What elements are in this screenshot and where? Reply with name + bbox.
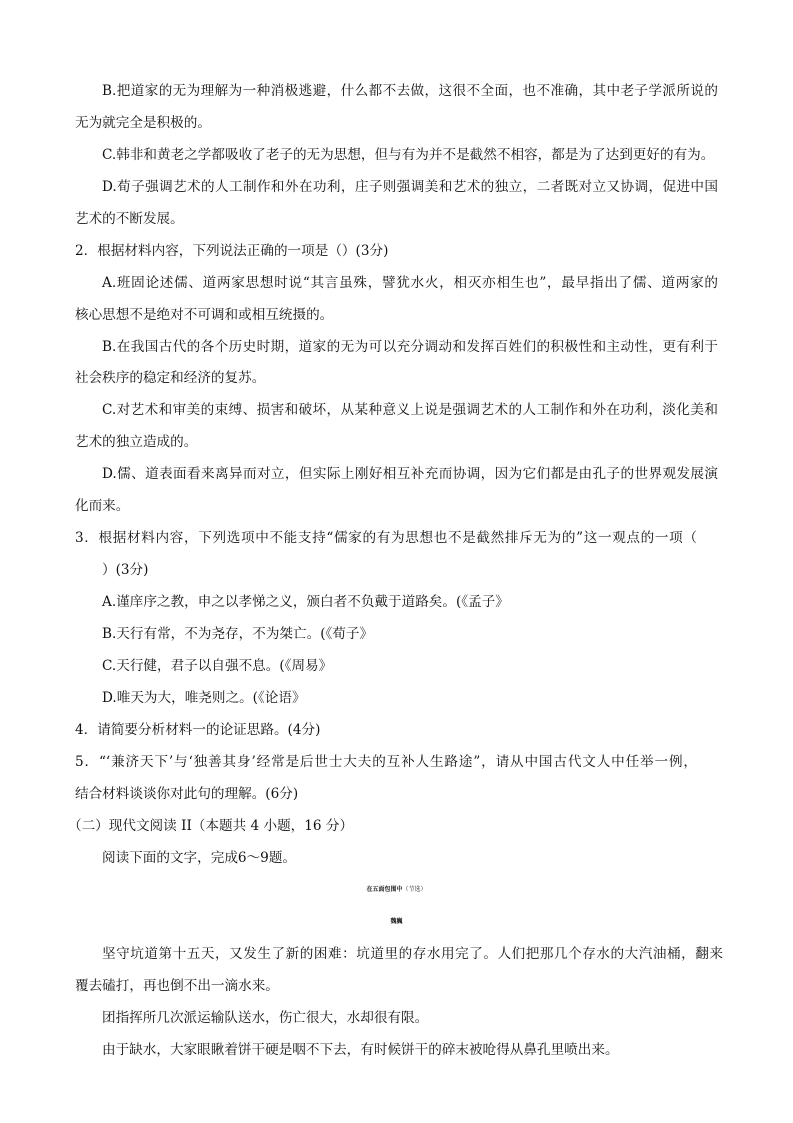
question-5-line2: 结合材料谈谈你对此句的理解。(6分): [75, 786, 299, 802]
option-d-q2-line2: 化而来。: [75, 498, 130, 514]
option-d-q1-line2: 艺术的不断发展。: [75, 211, 184, 227]
reading-instruction: 阅读下面的文字，完成6～9题。: [102, 850, 297, 866]
option-b-q2-line2: 社会秩序的稳定和经济的复苏。: [75, 370, 266, 386]
option-b-q1-line2: 无为就完全是积极的。: [75, 115, 211, 131]
passage-paragraph-1-line1: 坚守坑道第十五天，又发生了新的困难：坑道里的存水用完了。人们把那几个存水的大汽油桶，翻来: [102, 946, 723, 962]
section-heading: （二）现代文阅读 II（本题共 4 小题，16 分）: [68, 818, 354, 834]
option-a-q2-line2: 核心思想不是绝对不可调和或相互统摄的。: [75, 307, 334, 323]
question-2-stem: 2．根据材料内容，下列说法正确的一项是（）(3分): [75, 243, 389, 259]
option-b-q3: B.天行有常，不为尧存，不为桀亡。(《荀子》: [102, 626, 374, 642]
passage-title-main: 在五面包围中: [366, 886, 403, 893]
option-d-q2-line1: D.儒、道表面看来离异而对立，但实际上刚好相互补充而协调，因为它们都是由孔子的世界观发展演: [102, 466, 718, 482]
option-a-q2-line1: A.班固论述儒、道两家思想时说“其言虽殊，譬犹水火，相灭亦相生也”，最早指出了儒、道两家的: [102, 275, 718, 291]
passage-title-sub: （节选）: [402, 886, 427, 893]
question-3-stem-line2: ）(3分): [102, 562, 149, 578]
passage-paragraph-3: 由于缺水，大家眼瞅着饼干硬是咽不下去，有时候饼干的碎末被呛得从鼻孔里喷出来。: [102, 1042, 619, 1058]
option-a-q3: A.谨庠序之教，申之以孝悌之义，颁白者不负戴于道路矣。(《孟子》: [102, 594, 509, 610]
question-3-stem-line1: 3．根据材料内容，下列选项中不能支持“儒家的有为思想也不是截然排斥无为的”这一观点的一项（: [75, 530, 697, 546]
option-b-q2-line1: B.在我国古代的各个历史时期，道家的无为可以充分调动和发挥百姓们的积极性和主动性，更有利于: [102, 339, 718, 355]
option-c-q3: C.天行健，君子以自强不息。(《周易》: [102, 658, 333, 674]
option-b-q1-line1: B.把道家的无为理解为一种消极逃避，什么都不去做，这很不全面，也不准确，其中老子学派所说的: [102, 83, 718, 99]
option-c-q2-line1: C.对艺术和审美的束缚、损害和破坏，从某种意义上说是强调艺术的人工制作和外在功利，淡化美和: [102, 402, 718, 418]
option-d-q1-line1: D.荀子强调艺术的人工制作和外在功利，庄子则强调美和艺术的独立，二者既对立又协调，促进中国: [102, 179, 718, 195]
option-d-q3: D.唯天为大，唯尧则之。(《论语》: [102, 690, 306, 706]
passage-title: [0, 880, 793, 900]
question-5-line1: 5．“‘兼济天下’与‘独善其身’经常是后世士大夫的互补人生路途”，请从中国古代文人中任举一例，: [75, 754, 697, 770]
question-4: 4．请简要分析材料一的论证思路。(4分): [75, 722, 321, 738]
option-c-q1-line1: C.韩非和黄老之学都吸收了老子的无为思想，但与有为并不是截然不相容，都是为了达到更好的有为。: [102, 147, 715, 163]
passage-author: 魏巍: [390, 918, 403, 925]
passage-paragraph-2: 团指挥所几次派运输队送水，伤亡很大，水却很有限。: [102, 1010, 429, 1026]
passage-paragraph-1-line2: 覆去磕打，再也倒不出一滴水来。: [75, 978, 279, 994]
option-c-q2-line2: 艺术的独立造成的。: [75, 434, 198, 450]
